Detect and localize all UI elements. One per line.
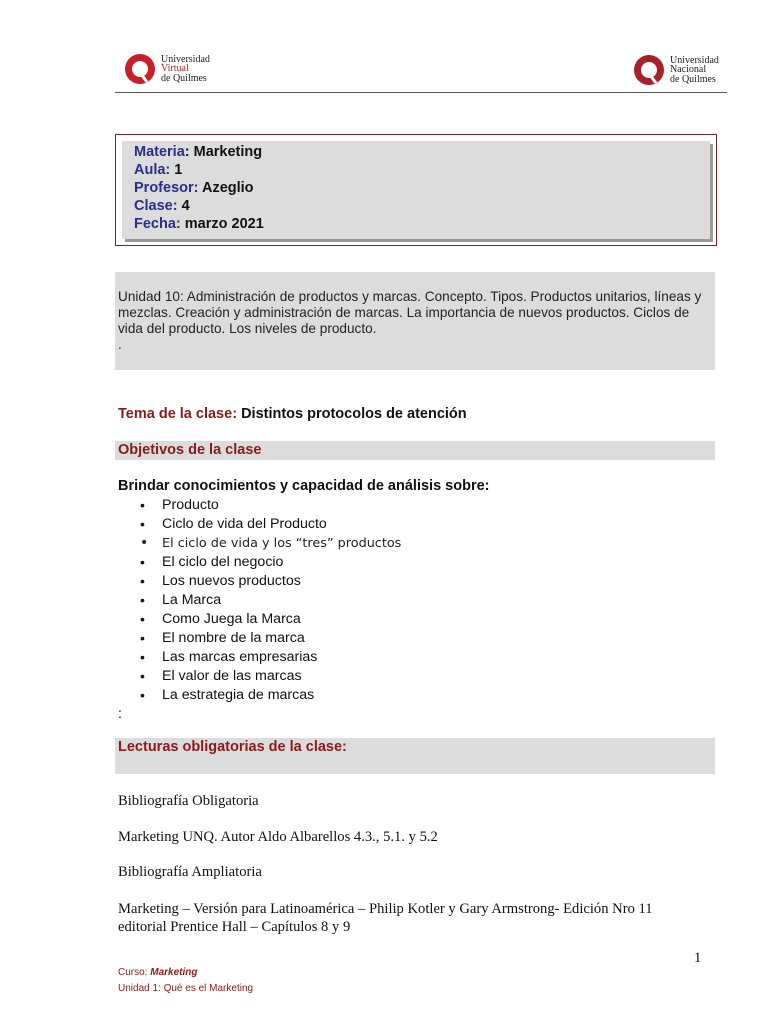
class-info-panel <box>122 141 710 239</box>
logo-right-line1: Universidad <box>670 54 719 66</box>
bibliography-required-item: Marketing UNQ. Autor Aldo Albarellos 4.3., 5.1. y 5.2 <box>118 829 438 845</box>
info-fecha <box>134 216 264 232</box>
info-aula <box>134 162 182 178</box>
bullet-icon: • <box>140 611 145 627</box>
unq-logo-icon <box>632 53 666 87</box>
footer-unit: Unidad 1: Qué es el Marketing <box>118 983 254 994</box>
list-item <box>140 591 401 610</box>
bibliography-extended-line1: Marketing – Versión para Latinoamérica – Philip Kotler y Gary Armstrong- Edición Nro 11 <box>118 901 653 917</box>
bullet-icon: • <box>140 592 145 608</box>
bullet-icon: • <box>140 687 145 703</box>
logo-left-line3: de Quilmes <box>161 72 207 84</box>
materia-label: Materia <box>134 144 185 160</box>
unit-description <box>118 289 713 353</box>
logo-left-line2: Virtual <box>161 63 189 75</box>
logo-universidad-virtual <box>123 52 210 86</box>
profesor-label: Profesor: <box>134 180 199 196</box>
objectives-title: Objetivos de la clase <box>118 442 262 458</box>
bullet-icon: • <box>140 630 145 646</box>
fecha-label: Fecha: <box>134 216 181 232</box>
clase-value: 4 <box>181 198 190 214</box>
list-item <box>140 515 401 534</box>
objectives-trailing: : <box>118 705 122 721</box>
list-item-text: Producto <box>162 497 219 513</box>
objectives-list <box>140 496 401 705</box>
bullet-icon: • <box>140 573 145 589</box>
bullet-icon: • <box>140 497 145 513</box>
theme-value: Distintos protocolos de atención <box>241 406 467 422</box>
bullet-icon: • <box>140 649 145 665</box>
list-item-text: Los nuevos productos <box>162 573 301 589</box>
bullet-icon: • <box>140 554 145 570</box>
profesor-value: Azeglio <box>201 180 254 196</box>
list-item <box>140 629 401 648</box>
bullet-icon: • <box>140 668 145 684</box>
bullet-icon: • <box>140 535 149 551</box>
class-theme: Tema de la clase: Distintos protocolos de atención <box>118 406 467 422</box>
bullet-icon: • <box>140 516 145 532</box>
info-profesor <box>134 180 254 196</box>
info-materia: Materia: Marketing <box>134 144 263 160</box>
uvq-logo-icon <box>123 52 157 86</box>
list-item-text: El valor de las marcas <box>162 668 302 684</box>
page-number: 1 <box>694 950 702 966</box>
list-item <box>140 610 401 629</box>
list-item-text: Como Juega la Marca <box>162 611 301 627</box>
list-item <box>140 534 401 553</box>
bibliography-required-heading: Bibliografía Obligatoria <box>118 793 259 809</box>
bibliography-extended-line2: editorial Prentice Hall – Capítulos 8 y 9 <box>118 919 351 935</box>
list-item <box>140 686 401 705</box>
footer-course-prefix: Curso: <box>118 967 148 978</box>
logo-right-line2: Nacional <box>670 64 707 76</box>
info-clase <box>134 198 190 214</box>
aula-value: 1 <box>174 162 183 178</box>
list-item <box>140 572 401 591</box>
logo-universidad-nacional <box>632 53 719 87</box>
objectives-intro: Brindar conocimientos y capacidad de análisis sobre: <box>118 478 490 494</box>
logo-left-text <box>161 55 210 84</box>
list-item-text: Ciclo de vida del Producto <box>162 516 327 532</box>
footer-course <box>118 967 197 978</box>
list-item <box>140 496 401 515</box>
list-item-text: El nombre de la marca <box>162 630 305 646</box>
objectives-header-bar <box>115 441 715 460</box>
materia-value: Marketing <box>193 144 263 160</box>
unit-trailing: . <box>118 337 122 352</box>
list-item-text: Las marcas empresarias <box>162 649 318 665</box>
aula-label: Aula: <box>134 162 171 178</box>
theme-label: Tema de la clase <box>118 406 233 422</box>
list-item-text: El ciclo de vida y los “tres” productos <box>162 536 402 551</box>
readings-header-bar <box>115 738 715 774</box>
list-item <box>140 667 401 686</box>
logo-right-line3: de Quilmes <box>670 73 716 85</box>
logo-right-text <box>670 56 719 85</box>
unit-text: Unidad 10: Administración de productos y marcas. Concepto. Tipos. Productos unitarios, líneas y mezclas. Creación y administración de marcas. La importancia de nuevos productos. Ciclos de vida del producto. Los niveles de producto. <box>118 289 702 336</box>
header-divider <box>115 92 727 93</box>
list-item <box>140 553 401 572</box>
list-item-text: El ciclo del negocio <box>162 554 284 570</box>
list-item-text: La Marca <box>162 592 222 608</box>
class-info-box <box>115 134 717 246</box>
fecha-value: marzo 2021 <box>184 216 264 232</box>
list-item-text: La estrategia de marcas <box>162 687 315 703</box>
unit-description-box <box>115 272 715 370</box>
bibliography-extended-heading: Bibliografía Ampliatoria <box>118 864 262 880</box>
clase-label: Clase: <box>134 198 178 214</box>
list-item <box>140 648 401 667</box>
readings-title: Lecturas obligatorias de la clase: <box>118 739 347 755</box>
logo-left-line1: Universidad <box>161 53 210 65</box>
footer-course-name: Marketing <box>150 967 198 978</box>
bibliography-extended-item <box>118 900 708 936</box>
